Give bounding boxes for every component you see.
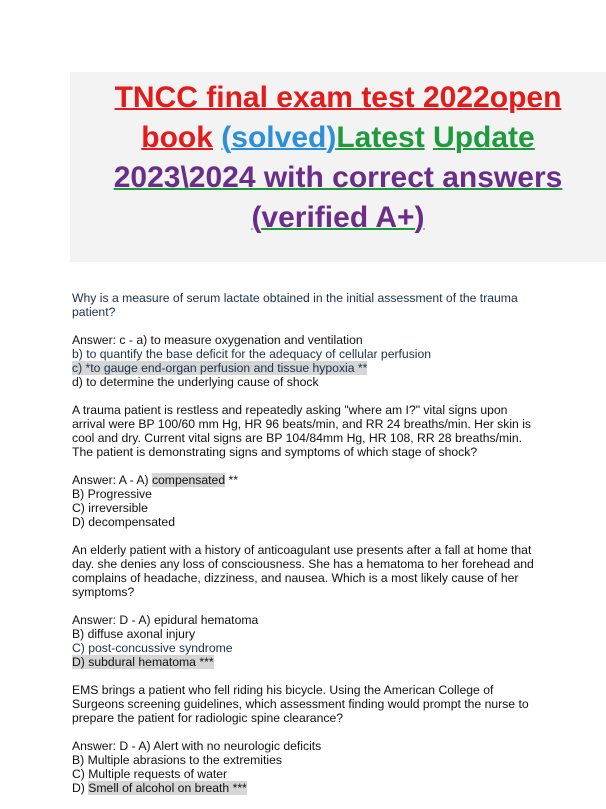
question-text: A trauma patient is restless and repeatedly asking "where am I?" vital signs upon arrival were BP 100/60 mm Hg, HR 96 beats/min, and RR 24 breaths/min. Her skin is cool and dry. Current vital signs are BP 104/84mm Hg, HR 108, RR 28 breaths/min. The patient is demonstrating signs and symptoms of which stage of shock? [72, 403, 532, 459]
correct-answer-option: D) subdural hematoma *** [72, 655, 214, 669]
question-text: An elderly patient with a history of anticoagulant use presents after a fall at home that day. she denies any loss of consciousness. She has a hematoma to her forehead and complains of headache, dizziness, and nausea. Which is a most likely cause of her symptoms? [72, 543, 534, 599]
answer-option: C) irreversible [72, 501, 148, 515]
document-body [72, 291, 542, 809]
title-part-6: 2023\2024 with correct answers [113, 161, 563, 194]
answer-marker: ** [228, 473, 239, 487]
question-text: EMS brings a patient who fell riding his bicycle. Using the American College of Surgeons screening guidelines, which assessment finding would prompt the nurse to prepare the patient for radiologic spine clearance? [72, 683, 529, 725]
answer-line: Answer: c - a) to measure oxygenation and ventilation [72, 333, 363, 347]
correct-answer-option: Smell of alcohol on breath *** [88, 781, 247, 795]
title-part-7: (verified A+) [251, 201, 425, 234]
answer-line: Answer: D - A) Alert with no neurologic deficits [72, 739, 322, 753]
answer-option: D) decompensated [72, 515, 175, 529]
answer-block [72, 473, 542, 529]
question-text: Why is a measure of serum lactate obtained in the initial assessment of the trauma patient? [72, 291, 518, 319]
answer-line: Answer: A - A) [72, 473, 149, 487]
answer-option: B) diffuse axonal injury [72, 627, 196, 641]
title-part-2: book [141, 121, 213, 154]
answer-option: B) Progressive [72, 487, 152, 501]
answer-block [72, 613, 542, 669]
answer-line: Answer: D - A) epidural hematoma [72, 613, 259, 627]
title-part-3: (solved) [221, 121, 337, 154]
title-part-5: Update [433, 121, 535, 154]
answer-option: d) to determine the underlying cause of shock [72, 375, 319, 389]
answer-option: b) to quantify the base deficit for the adequacy of cellular perfusion [72, 347, 432, 361]
answer-option: C) post-concussive syndrome [72, 641, 233, 655]
answer-option-letter: D) [72, 781, 85, 795]
correct-answer-option: compensated [151, 473, 226, 487]
title-part-4: Latest [336, 121, 425, 154]
document-title [70, 78, 606, 238]
answer-block [72, 739, 542, 795]
answer-block [72, 333, 542, 389]
answer-option: C) Multiple requests of water [72, 767, 228, 781]
title-part-1: TNCC final exam test 2022open [114, 81, 562, 114]
answer-option: B) Multiple abrasions to the extremities [72, 753, 282, 767]
correct-answer-option: c) *to gauge end-organ perfusion and tissue hypoxia ** [72, 361, 368, 375]
